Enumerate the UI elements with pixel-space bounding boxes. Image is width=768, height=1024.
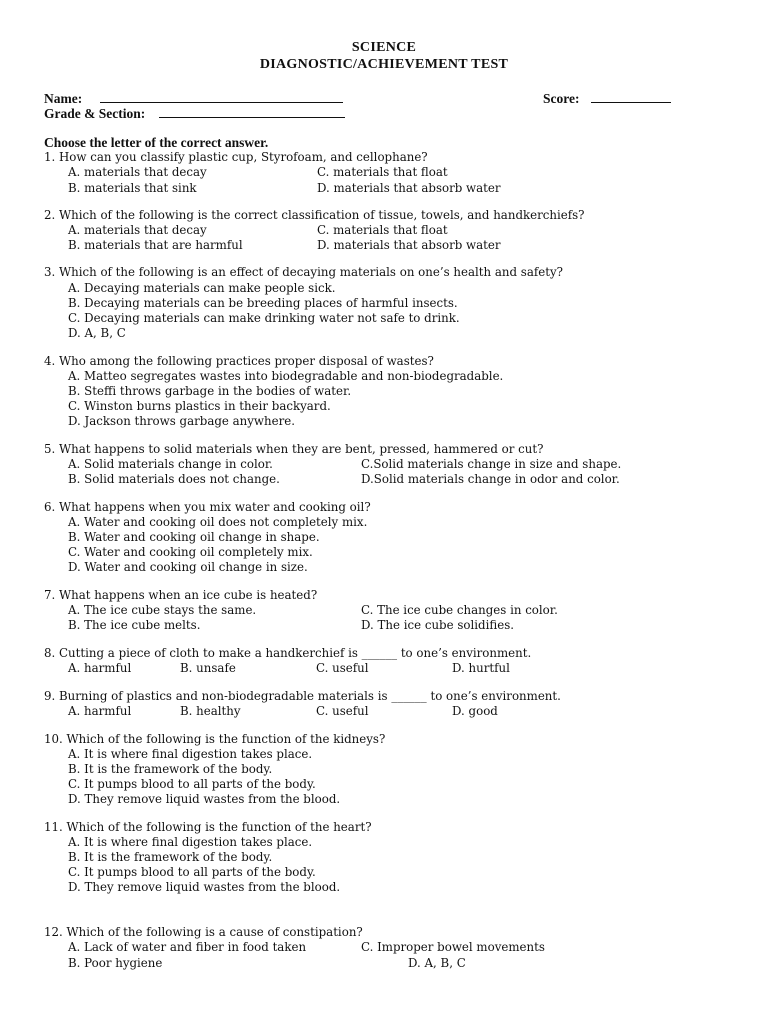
question-12: 12. Which of the following is a cause of constipation? <box>44 925 363 939</box>
q4-option-d[interactable]: D. Jackson throws garbage anywhere. <box>68 414 295 428</box>
question-11: 11. Which of the following is the function of the heart? <box>44 820 372 834</box>
test-title: DIAGNOSTIC/ACHIEVEMENT TEST <box>259 57 509 72</box>
q3-option-c[interactable]: C. Decaying materials can make drinking water not safe to drink. <box>68 311 460 325</box>
q7-option-a[interactable]: A. The ice cube stays the same. <box>68 603 257 617</box>
grade-blank[interactable] <box>159 105 345 118</box>
q12-option-d[interactable]: D. A, B, C <box>408 956 466 970</box>
q9-option-b[interactable]: B. healthy <box>180 704 241 718</box>
q12-option-c[interactable]: C. Improper bowel movements <box>361 940 545 954</box>
name-blank[interactable] <box>100 90 343 103</box>
q4-option-a[interactable]: A. Matteo segregates wastes into biodegradable and non-biodegradable. <box>68 369 504 383</box>
q7-option-d[interactable]: D. The ice cube solidifies. <box>361 618 515 632</box>
question-6: 6. What happens when you mix water and cooking oil? <box>44 500 371 514</box>
q10-option-c[interactable]: C. It pumps blood to all parts of the body. <box>68 777 316 791</box>
q7-option-c[interactable]: C. The ice cube changes in color. <box>361 603 558 617</box>
q5-option-a[interactable]: A. Solid materials change in color. <box>68 457 273 471</box>
name-label: Name: <box>44 91 83 106</box>
q1-option-c[interactable]: C. materials that float <box>317 165 448 179</box>
score-label: Score: <box>543 91 580 106</box>
q11-option-c[interactable]: C. It pumps blood to all parts of the body. <box>68 865 316 879</box>
question-9: 9. Burning of plastics and non-biodegradable materials is ______ to one’s environment. <box>44 689 561 703</box>
q11-option-b[interactable]: B. It is the framework of the body. <box>68 850 273 864</box>
instruction: Choose the letter of the correct answer. <box>44 135 269 150</box>
q12-option-b[interactable]: B. Poor hygiene <box>68 956 163 970</box>
q3-option-d[interactable]: D. A, B, C <box>68 326 126 340</box>
q2-option-d[interactable]: D. materials that absorb water <box>317 238 501 252</box>
q9-option-c[interactable]: C. useful <box>316 704 369 718</box>
subject-title: SCIENCE <box>351 40 417 55</box>
q6-option-d[interactable]: D. Water and cooking oil change in size. <box>68 560 308 574</box>
grade-field <box>44 105 345 122</box>
q8-option-c[interactable]: C. useful <box>316 661 369 675</box>
q4-option-c[interactable]: C. Winston burns plastics in their backyard. <box>68 399 331 413</box>
question-8: 8. Cutting a piece of cloth to make a handkerchief is ______ to one’s environment. <box>44 646 532 660</box>
q1-option-d[interactable]: D. materials that absorb water <box>317 181 501 195</box>
q9-option-d[interactable]: D. good <box>452 704 498 718</box>
q5-option-b[interactable]: B. Solid materials does not change. <box>68 472 280 486</box>
q1-option-b[interactable]: B. materials that sink <box>68 181 197 195</box>
q7-option-b[interactable]: B. The ice cube melts. <box>68 618 201 632</box>
q6-option-b[interactable]: B. Water and cooking oil change in shape. <box>68 530 320 544</box>
q4-option-b[interactable]: B. Steffi throws garbage in the bodies of water. <box>68 384 352 398</box>
score-blank[interactable] <box>591 90 671 103</box>
q6-option-a[interactable]: A. Water and cooking oil does not completely mix. <box>68 515 368 529</box>
question-1: 1. How can you classify plastic cup, Styrofoam, and cellophane? <box>44 150 428 164</box>
grade-label: Grade & Section: <box>44 106 146 121</box>
q8-option-b[interactable]: B. unsafe <box>180 661 236 675</box>
q5-option-d[interactable]: D.Solid materials change in odor and color. <box>361 472 620 486</box>
q10-option-a[interactable]: A. It is where final digestion takes place. <box>68 747 313 761</box>
score-field <box>543 90 671 107</box>
q2-option-b[interactable]: B. materials that are harmful <box>68 238 243 252</box>
q8-option-d[interactable]: D. hurtful <box>452 661 510 675</box>
q10-option-d[interactable]: D. They remove liquid wastes from the blood. <box>68 792 341 806</box>
q11-option-d[interactable]: D. They remove liquid wastes from the blood. <box>68 880 341 894</box>
question-10: 10. Which of the following is the function of the kidneys? <box>44 732 386 746</box>
q9-option-a[interactable]: A. harmful <box>68 704 132 718</box>
question-4: 4. Who among the following practices proper disposal of wastes? <box>44 354 434 368</box>
q2-option-c[interactable]: C. materials that float <box>317 223 448 237</box>
question-7: 7. What happens when an ice cube is heated? <box>44 588 318 602</box>
q8-option-a[interactable]: A. harmful <box>68 661 132 675</box>
q1-option-a[interactable]: A. materials that decay <box>68 165 207 179</box>
q3-option-a[interactable]: A. Decaying materials can make people sick. <box>68 281 336 295</box>
question-5: 5. What happens to solid materials when they are bent, pressed, hammered or cut? <box>44 442 544 456</box>
q11-option-a[interactable]: A. It is where final digestion takes place. <box>68 835 313 849</box>
q10-option-b[interactable]: B. It is the framework of the body. <box>68 762 273 776</box>
q12-option-a[interactable]: A. Lack of water and fiber in food taken <box>68 940 307 954</box>
q3-option-b[interactable]: B. Decaying materials can be breeding places of harmful insects. <box>68 296 458 310</box>
question-2: 2. Which of the following is the correct classification of tissue, towels, and handkerchiefs? <box>44 208 585 222</box>
q5-option-c[interactable]: C.Solid materials change in size and shape. <box>361 457 622 471</box>
q6-option-c[interactable]: C. Water and cooking oil completely mix. <box>68 545 313 559</box>
question-3: 3. Which of the following is an effect of decaying materials on one’s health and safety? <box>44 265 563 279</box>
q2-option-a[interactable]: A. materials that decay <box>68 223 207 237</box>
